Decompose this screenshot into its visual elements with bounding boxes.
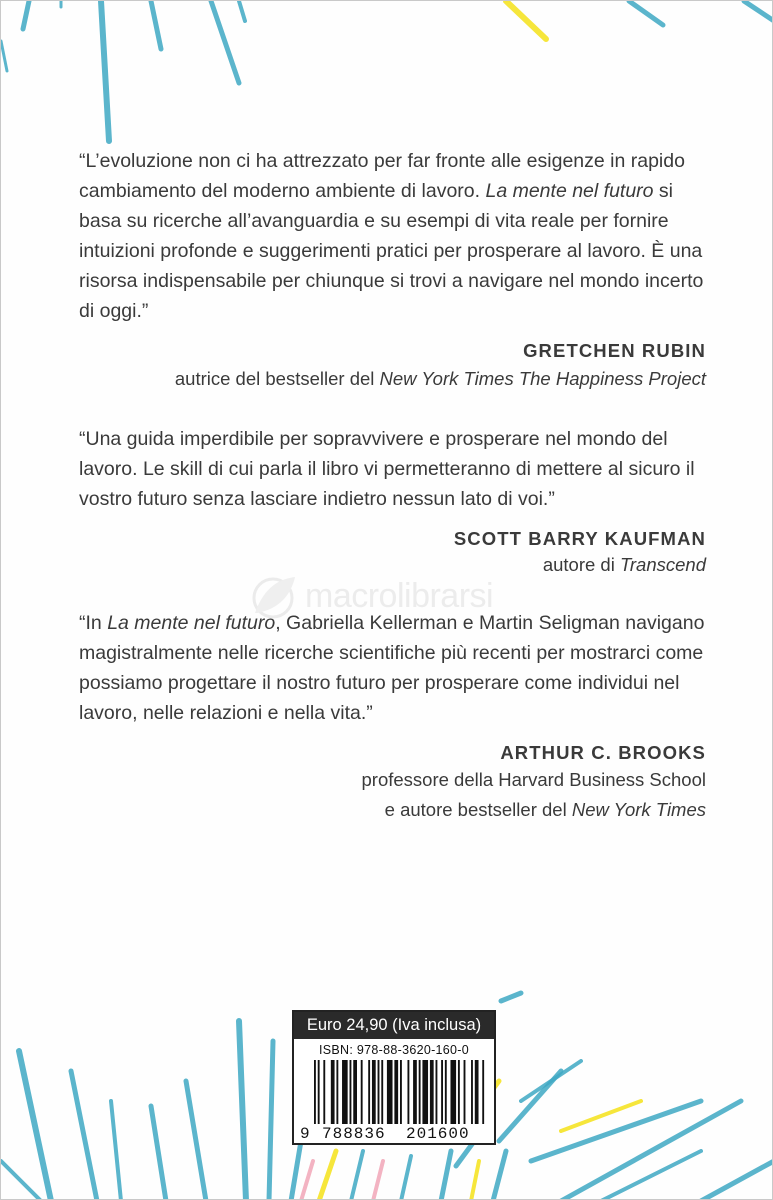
barcode-bar (430, 1060, 434, 1124)
quote-text: si basa su ricerche all’avanguardia e su esempi di vita reale per fornire intuizioni profonde e suggerimenti pratici per prosperare al lavoro. È una risorsa indispensabile per chiunque si trovi a navigare nel mondo incerto di oggi.” (79, 180, 704, 322)
decorative-ray (301, 1161, 313, 1200)
price-barcode-box (292, 1010, 496, 1145)
isbn-label: ISBN: 978-88-3620-160-0 (318, 1043, 470, 1057)
barcode-bar (361, 1060, 363, 1124)
barcode-bar (342, 1060, 348, 1124)
decorative-ray (373, 1161, 383, 1200)
quote-text: “L’evoluzione non ci ha attrezzato per far fronte alle esigenze in rapido cambiamento del moderno ambiente di lavoro. (79, 150, 685, 202)
author-name: SCOTT BARRY KAUFMAN (453, 528, 706, 549)
barcode-bar (441, 1060, 443, 1124)
decorative-ray (493, 1151, 506, 1200)
author-name: ARTHUR C. BROOKS (500, 742, 706, 763)
decorative-ray (239, 1, 245, 21)
author-role-title: New York Times The Happiness Project (379, 368, 706, 389)
quote-scott-barry-kaufman (79, 424, 719, 514)
barcode-bar (471, 1060, 473, 1124)
barcode-bar (372, 1060, 376, 1124)
watermark-text: macrolibrarsi (305, 577, 494, 615)
author-role (175, 364, 706, 394)
decorative-ray (401, 1156, 411, 1200)
barcode-bar (336, 1060, 338, 1124)
barcode-bar (318, 1060, 320, 1124)
quote-text: “Una guida imperdibile per sopravvivere e prosperare nel mondo del lavoro. Le skill di cui parla il libro vi permetteranno di mettere al sicuro il vostro futuro senza lasciare indietro nessun lato di voi.” (79, 428, 695, 510)
decorative-ray (186, 1081, 206, 1200)
barcode-bar (419, 1060, 421, 1124)
barcode-bar (314, 1060, 316, 1124)
barcode-bar (353, 1060, 357, 1124)
barcode-bar (445, 1060, 447, 1124)
book-title: La mente nel futuro (485, 180, 654, 202)
quote-arthur-c-brooks (79, 608, 719, 728)
decorative-ray (471, 1161, 479, 1200)
barcode-bar (331, 1060, 335, 1124)
barcode-bar (482, 1060, 484, 1124)
author-role (385, 795, 706, 825)
decorative-ray (111, 1101, 121, 1200)
decorative-ray (151, 1106, 166, 1200)
author-role-text: autore di (542, 554, 620, 575)
decorative-ray (506, 1, 546, 39)
decorative-ray (19, 1051, 51, 1200)
barcode-bar (400, 1060, 402, 1124)
book-title: La mente nel futuro (107, 612, 276, 634)
barcode-bar (350, 1060, 352, 1124)
quote-text: , Gabriella Kellerman e Martin Seligman navigano magistralmente nelle ricerche scientifiche più recenti per mostrarci come possiamo progettare il nostro futuro per prosperare come individui nel lavoro, nelle relazioni e nella vita.” (79, 612, 705, 724)
decorative-ray (269, 1041, 273, 1200)
barcode-bar (464, 1060, 466, 1124)
decorative-ray (701, 1161, 773, 1200)
decorative-ray (291, 1141, 301, 1200)
decorative-ray (629, 1, 663, 25)
decorative-ray (744, 1, 773, 21)
decorative-ray (1, 41, 7, 71)
barcode-bar (387, 1060, 393, 1124)
barcode-bar (458, 1060, 460, 1124)
barcode-digits-right: 201600 (406, 1125, 470, 1143)
barcode-bar (413, 1060, 417, 1124)
barcode-bar (381, 1060, 383, 1124)
author-role-text: autrice del bestseller del (174, 368, 380, 389)
author-role-title: Transcend (619, 554, 706, 575)
barcode-digits-left: 788836 (322, 1125, 386, 1143)
decorative-ray (71, 1071, 97, 1200)
decorative-ray (23, 1, 29, 29)
decorative-ray (151, 1, 161, 49)
author-role-title: New York Times (571, 799, 706, 820)
author-role (362, 765, 706, 795)
decorative-ray (319, 1151, 336, 1200)
decorative-ray (501, 993, 521, 1001)
price-label: Euro 24,90 (Iva inclusa) (294, 1012, 494, 1039)
barcode (314, 1060, 486, 1124)
barcode-bar (394, 1060, 398, 1124)
decorative-ray (211, 1, 239, 83)
barcode-bar (422, 1060, 428, 1124)
barcode-bar (323, 1060, 325, 1124)
decorative-ray (441, 1151, 451, 1200)
author-role-text: e autore bestseller del (384, 799, 572, 820)
decorative-ray (239, 1021, 246, 1200)
barcode-bar (378, 1060, 380, 1124)
barcode-bar (475, 1060, 479, 1124)
author-role (543, 550, 706, 580)
barcode-digit-first: 9 (300, 1125, 310, 1143)
quote-text: “In (79, 612, 108, 634)
author-role-text: professore della Harvard Business School (361, 769, 706, 790)
decorative-ray (351, 1151, 363, 1200)
barcode-bar (450, 1060, 456, 1124)
barcode-bar (436, 1060, 438, 1124)
decorative-ray (601, 1151, 701, 1200)
author-name: GRETCHEN RUBIN (523, 340, 706, 361)
decorative-ray (1, 1161, 41, 1200)
decorative-ray (101, 1, 109, 141)
barcode-bar (407, 1060, 409, 1124)
decorative-ray (521, 1061, 581, 1101)
barcode-bar (368, 1060, 370, 1124)
quote-gretchen-rubin (79, 146, 719, 326)
decorative-ray (561, 1101, 741, 1200)
